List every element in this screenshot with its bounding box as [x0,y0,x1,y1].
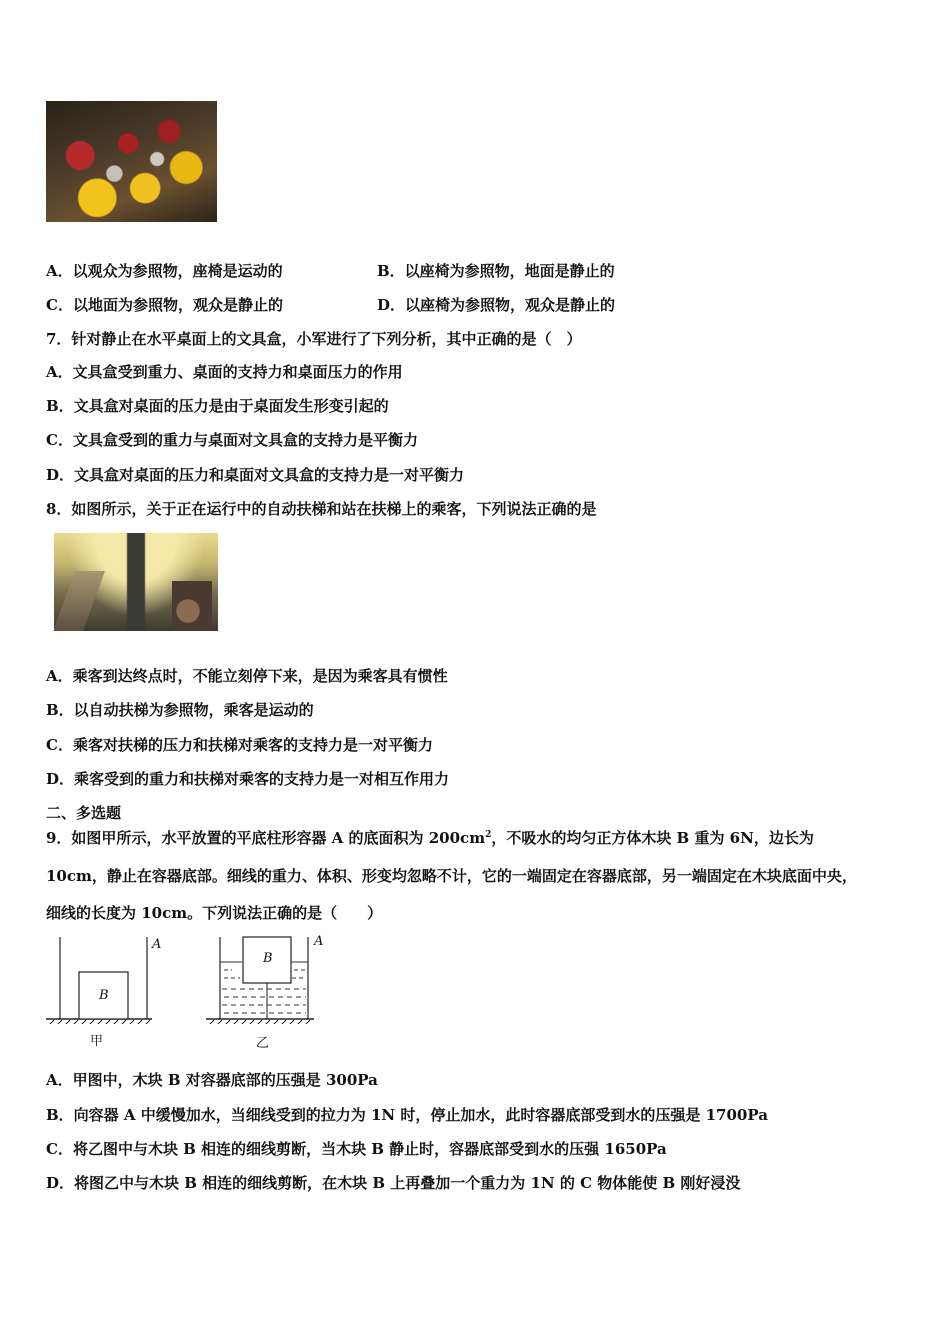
q7-option-b: B．文具盒对桌面的压力是由于桌面发生形变引起的 [46,397,389,415]
q8-option-d: D．乘客受到的重力和扶梯对乘客的支持力是一对相互作用力 [46,770,450,788]
q9-stem-line1-sup: 2 [485,830,492,840]
q9-option-d: D．将图乙中与木块 B 相连的细线剪断，在木块 B 上再叠加一个重力为 1N 的 C 物体能使 B 刚好浸没 [46,1174,741,1192]
q6-option-b: B．以座椅为参照物，地面是静止的 [377,262,615,280]
figure-jia-block-label: B [99,988,109,1003]
q8-stem: 8．如图所示，关于正在运行中的自动扶梯和站在扶梯上的乘客，下列说法正确的是 [46,500,597,518]
q9-stem-line3: 细线的长度为 10cm。下列说法正确的是（ ） [46,904,383,922]
q7-option-d: D．文具盒对桌面的压力和桌面对文具盒的支持力是一对平衡力 [46,466,465,484]
q8-option-c: C．乘客对扶梯的压力和扶梯对乘客的支持力是一对平衡力 [46,736,433,754]
q9-option-a: A．甲图中，木块 B 对容器底部的压强是 300Pa [46,1071,378,1089]
figure-yi-block-label: B [263,951,273,966]
q9-stem-line2: 10cm，静止在容器底部。细线的重力、体积、形变均忽略不计，它的一端固定在容器底部，另一端固定在木块底面中央， [46,867,857,885]
q9-option-c: C．将乙图中与木块 B 相连的细线剪断，当木块 B 静止时，容器底部受到水的压强 1650Pa [46,1140,667,1158]
q7-option-c: C．文具盒受到的重力与桌面对文具盒的支持力是平衡力 [46,431,418,449]
figure-jia-caption: 甲 [90,1034,104,1049]
figure-yi [204,934,334,1050]
q7-option-a: A．文具盒受到重力、桌面的支持力和桌面压力的作用 [46,363,403,381]
figure-jia [44,934,174,1050]
q6-option-c: C．以地面为参照物，观众是静止的 [46,296,283,314]
q9-stem-line1-pre: 9．如图甲所示，水平放置的平底柱形容器 A 的底面积为 200cm [46,829,486,847]
q6-option-d: D．以座椅为参照物，观众是静止的 [377,296,616,314]
q9-stem-line1-post: ，不吸水的均匀正方体木块 B 重为 6N，边长为 [491,829,814,847]
q6-option-a: A．以观众为参照物，座椅是运动的 [46,262,283,280]
escalator-photo [54,533,218,631]
figure-jia-container-label: A [152,937,162,952]
figure-yi-container-label: A [314,934,324,949]
q9-stem-line1 [46,828,814,848]
q9-option-b: B．向容器 A 中缓慢加水，当细线受到的拉力为 1N 时，停止加水，此时容器底部受到水的压强是 1700Pa [46,1106,768,1124]
q7-stem: 7．针对静止在水平桌面上的文具盒，小军进行了下列分析，其中正确的是（ ） [46,330,582,348]
q8-option-b: B．以自动扶梯为参照物，乘客是运动的 [46,701,314,719]
section-heading-multi-choice: 二、多选题 [46,804,122,822]
cinema-audience-photo [46,101,217,222]
q8-option-a: A．乘客到达终点时，不能立刻停下来，是因为乘客具有惯性 [46,667,448,685]
figure-yi-caption: 乙 [256,1036,270,1051]
